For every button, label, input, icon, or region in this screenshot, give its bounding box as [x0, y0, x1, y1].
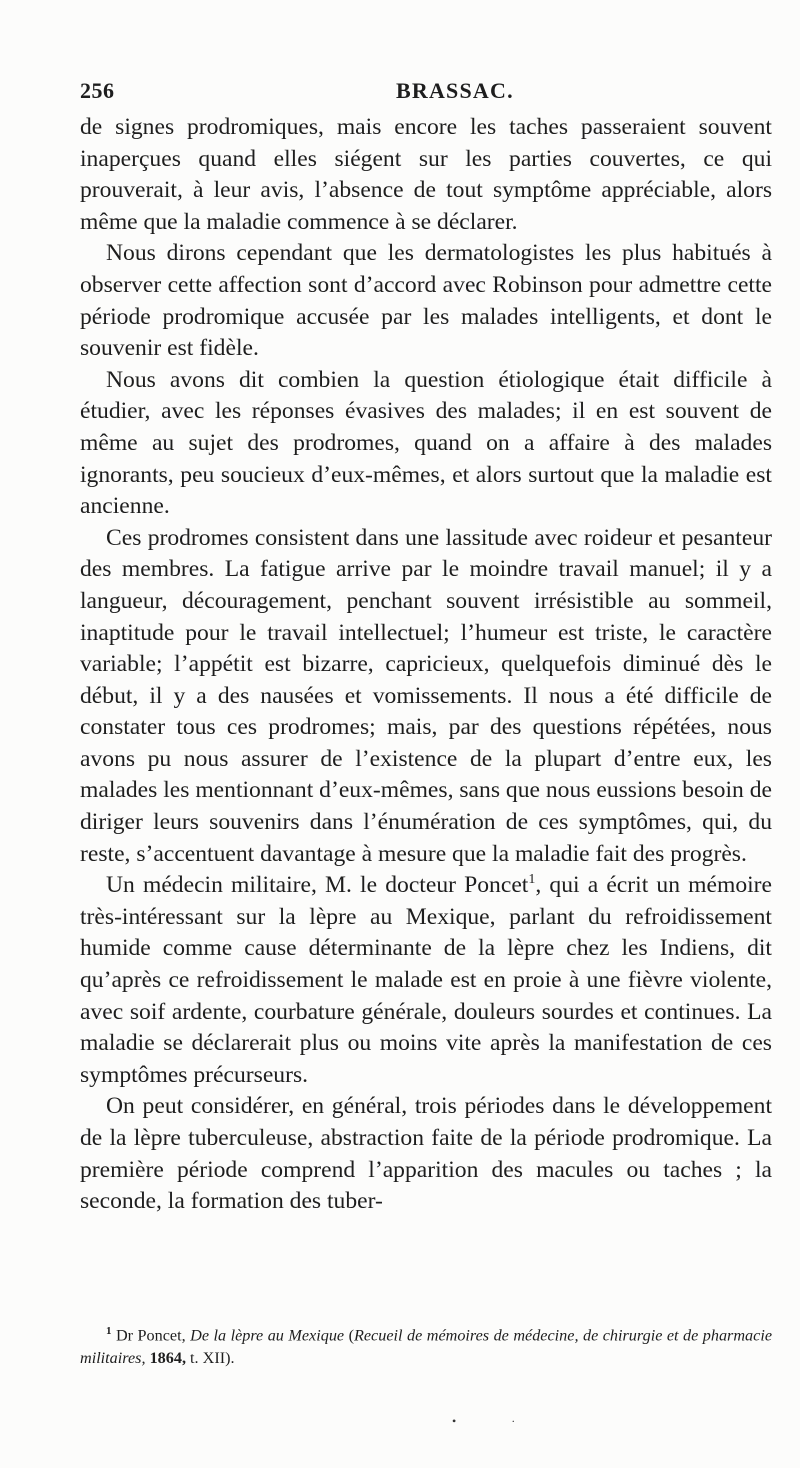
paragraph-dermatologists: Nous dirons cependant que les dermatologistes les plus habitués à observer cette affection sont d’accord avec Robinson pour admettre cette période prodromique accusée par les malades intelligents, et dont le souvenir est fidèle.: [80, 240, 772, 362]
running-head: BRASSAC.: [396, 78, 514, 103]
footnote-volume: t. XII).: [190, 1349, 235, 1368]
paragraph-etiology: Nous avons dit combien la question étiologique était difficile à étudier, avec les réponses évasives des malades; il en est souvent de même au sujet des prodromes, quand on a affaire à des malades ignorants, peu soucieux d’eux-mêmes, et alors surtout que la maladie est ancienne.: [80, 366, 772, 520]
footnote-mark: 1: [106, 1325, 112, 1337]
paragraph-continuation: de signes prodromiques, mais encore les taches passeraient souvent inaperçues quand elles siégent sur les parties couvertes, ce qui prouverait, à leur avis, l’absence de tout symptôme appréciable, alors même que la maladie commence à se déclarer.: [80, 114, 772, 235]
footnote-title: De la lèpre au Mexique: [190, 1326, 345, 1345]
paragraph-periods: On peut considérer, en général, trois périodes dans le développement de la lèpre tuberculeuse, abstraction faite de la période prodromique. La première période comprend l’apparition des macules ou taches ; la seconde, la formation des tuber-: [80, 1093, 772, 1215]
page-bottom-marks: • ·: [452, 1414, 542, 1428]
paragraph-poncet: [80, 870, 772, 1091]
footnote-paren: (: [348, 1326, 354, 1345]
body-text: [80, 112, 772, 1218]
page-header: [80, 78, 770, 108]
footnote-1: [80, 1320, 772, 1370]
footnotes: [80, 1320, 772, 1370]
page-number: 256: [80, 78, 115, 103]
footnote-reference: 1: [528, 872, 536, 888]
footnote-year: 1864,: [149, 1349, 186, 1368]
paragraph-prodromes: Ces prodromes consistent dans une lassitude avec roideur et pesanteur des membres. La fatigue arrive par le moindre travail manuel; il y a langueur, découragement, penchant souvent irrésistible au sommeil, inaptitude pour le travail intellectuel; l’humeur est triste, le caractère variable; l’appétit est bizarre, capricieux, quelquefois diminué dès le début, il y a des nausées et vomissements. Il nous a été difficile de constater tous ces prodromes; mais, par des questions répétées, nous avons pu nous assurer de l’existence de la plupart d’entre eux, les malades les mentionnant d’eux-mêmes, sans que nous eussions besoin de diriger leurs souvenirs dans l’énumération de ces symptômes, qui, du reste, s’accentuent davantage à mesure que la maladie fait des progrès.: [80, 524, 772, 867]
footnote-author: Dr Poncet,: [115, 1326, 186, 1345]
poncet-text-start: Un médecin militaire, M. le docteur Poncet: [106, 872, 529, 899]
poncet-text-end: , qui a écrit un mémoire très-intéressant sur la lèpre au Mexique, parlant du refroidissement humide comme cause déterminante de la lèpre chez les Indiens, dit qu’après ce refroidissement le malade est en proie à une fièvre violente, avec soif ardente, courbature générale, douleurs sourdes et continues. La maladie se déclarerait plus ou moins vite après la manifestation de ces symptômes précurseurs.: [80, 872, 772, 1088]
footnote-source: Recueil de mémoires de médecine, de chirurgie et de pharmacie militaires,: [80, 1326, 773, 1368]
